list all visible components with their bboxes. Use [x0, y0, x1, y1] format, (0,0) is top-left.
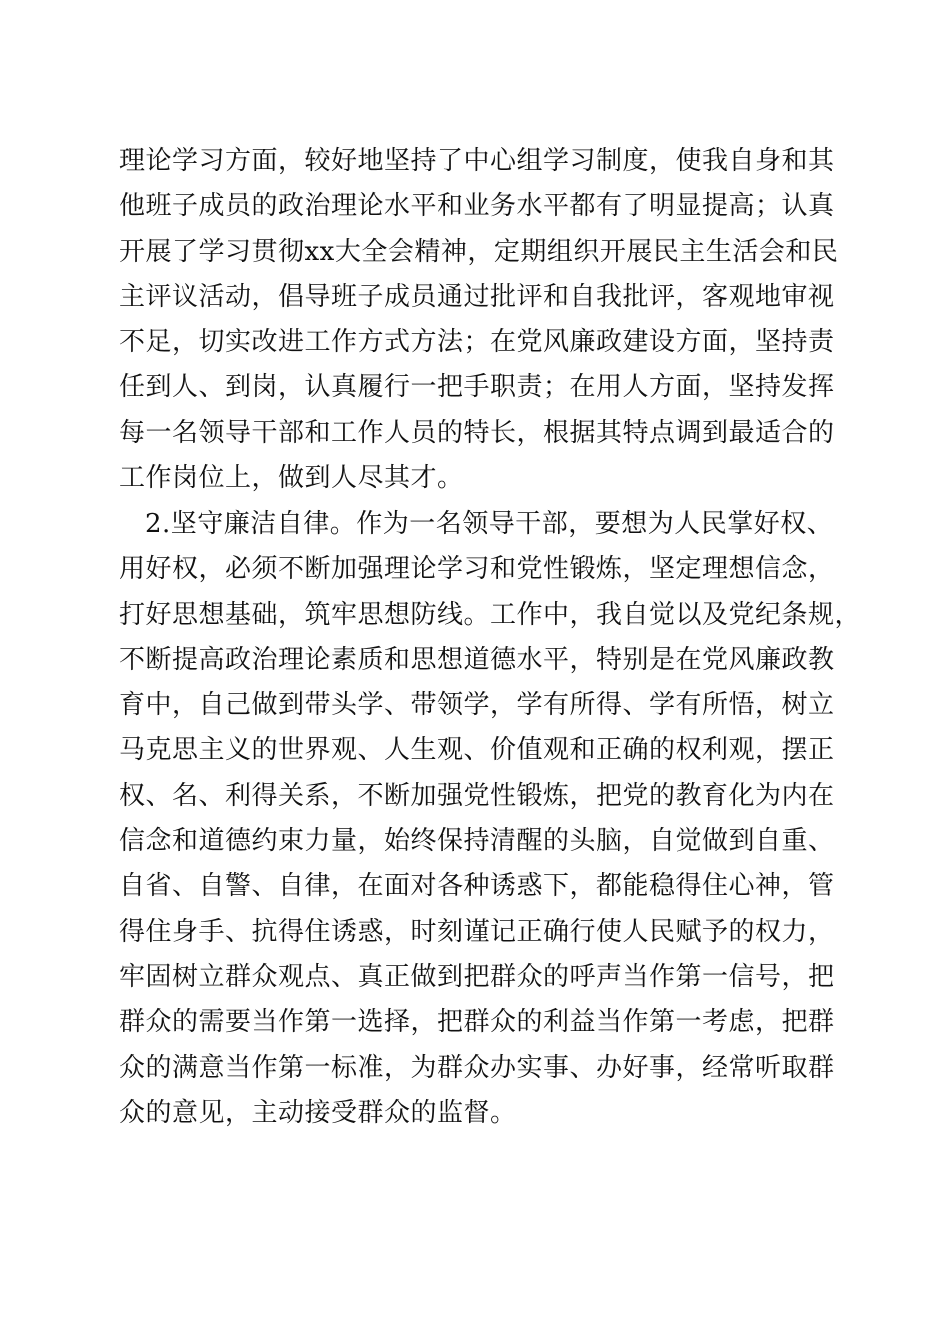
text-line: 开展了学习贯彻xx大全会精神，定期组织开展民主生活会和民 [119, 236, 839, 267]
text-line: 打好思想基础，筑牢思想防线。工作中，我自觉以及党纪条规， [119, 599, 862, 630]
text-line: 信念和道德约束力量，始终保持清醒的头脑，自觉做到自重、 [119, 826, 835, 857]
text-line: 自省、自警、自律，在面对各种诱惑下，都能稳得住心神，管 [119, 871, 835, 902]
text-line: 工作岗位上，做到人尽其才。 [119, 463, 464, 494]
text-line: 育中，自己做到带头学、带领学，学有所得、学有所悟，树立 [119, 690, 835, 721]
text-line: 理论学习方面，较好地坚持了中心组学习制度，使我自身和其 [119, 146, 835, 176]
text-line: 用好权，必须不断加强理论学习和党性锻炼，坚定理想信念， [119, 554, 835, 585]
text-line: 权、名、利得关系，不断加强党性锻炼，把党的教育化为内在 [119, 780, 835, 811]
text-line: 他班子成员的政治理论水平和业务水平都有了明显提高；认真 [119, 191, 835, 222]
text-line: 马克思主义的世界观、人生观、价值观和正确的权利观，摆正 [119, 735, 835, 766]
text-line: 任到人、到岗，认真履行一把手职责；在用人方面，坚持发挥 [119, 372, 835, 403]
paragraph-theory-study [119, 139, 859, 501]
text-line: 众的满意当作第一标准，为群众办实事、办好事，经常听取群 [119, 1052, 835, 1083]
paragraph-integrity [119, 502, 862, 1136]
text-line: 不断提高政治理论素质和思想道德水平，特别是在党风廉政教 [119, 644, 835, 675]
text-line-first: 2.坚守廉洁自律。作为一名领导干部，要想为人民掌好权、 [145, 509, 834, 539]
text-line: 众的意见，主动接受群众的监督。 [119, 1097, 517, 1128]
text-line: 每一名领导干部和工作人员的特长，根据其特点调到最适合的 [119, 417, 835, 448]
text-line: 得住身手、抗得住诱惑，时刻谨记正确行使人民赋予的权力， [119, 916, 835, 947]
text-line: 不足，切实改进工作方式方法；在党风廉政建设方面，坚持责 [119, 327, 835, 358]
text-line: 主评议活动，倡导班子成员通过批评和自我批评，客观地审视 [119, 281, 835, 312]
text-line: 群众的需要当作第一选择，把群众的利益当作第一考虑，把群 [119, 1007, 835, 1038]
text-line: 牢固树立群众观点、真正做到把群众的呼声当作第一信号，把 [119, 961, 835, 992]
